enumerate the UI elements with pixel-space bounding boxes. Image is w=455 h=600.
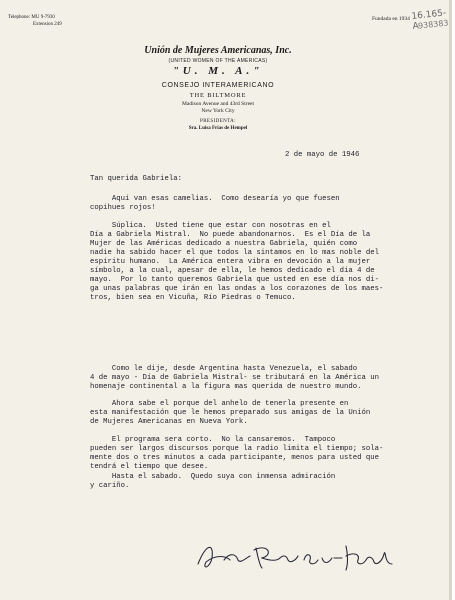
org-abbreviation: "U. M. A." <box>172 65 264 77</box>
telephone-line: Telephone: MU 9-7930 <box>8 15 55 20</box>
org-english-name: (UNITED WOMEN OF THE AMERICAS) <box>168 58 268 64</box>
archive-mark-top: 16.165-A <box>411 8 447 32</box>
paragraph-request: Súplica. Usted tiene que estar con nosotras en el Día a Gabriela Mistral. No puede abandonarnos. Es el Día de la Mujer de las Américas dedicado a nuestra Gabriela, quién como nadie ha sabido hacer el que todos la sintamos en lo mas noble del espíritu humano. La América entera vibra en devoción a la mujer símbolo, a la cual, apesar de ella, le hemos dedicado el día 4 de mayo. Por lo tanto queremos Gabriela que usted en ese día nos di- ga unas palabras que irán en las ondas a los corazones de los maes- tros, bien sea en Vicuña, Río Piedras o Temuco. <box>90 222 384 302</box>
org-name: Unión de Mujeres Americanas, Inc. <box>144 45 292 56</box>
council-name: CONSEJO INTERAMERICANO <box>161 82 275 89</box>
paragraph-camellias: Aquí van esas camelias. Como desearía yo que fuesen copihues rojos! <box>90 195 340 212</box>
president-label: PRESIDENTA: <box>200 119 236 124</box>
paragraph-closing: Hasta el sabado. Quedo suya con inmensa admiración y cariño. <box>90 473 336 490</box>
city-line: New York City <box>201 108 235 114</box>
phone-block <box>8 14 62 28</box>
archive-mark-bottom: 938383 <box>417 18 449 31</box>
letter-greeting: Tan querida Gabriela: <box>90 175 182 183</box>
extension-line: Extension 249 <box>33 22 62 27</box>
paragraph-program: El programa sera corto. No la cansaremos. Tampoco pueden ser largos discursos porque la radio limita el tiempo; sola- mente dos o tres minutos a cada participante, menos para usted que tendrá el tiempo que desee. <box>90 436 384 471</box>
founded-line: Fundada en 1934 <box>372 16 410 22</box>
letter-date: 2 de mayo de 1946 <box>285 151 360 159</box>
street-address: Madison Avenue and 43rd Street <box>182 101 254 107</box>
paragraph-reason: Ahora sabe el porque del anhelo de tenerla presente en esta manifestación que le hemos preparado sus amigas de la Unión de Mujeres Americanas en Nueva York. <box>90 400 371 426</box>
paragraph-tribute: Como le dije, desde Argentina hasta Venezuela, el sabado 4 de mayo - Día de Gabriela Mistral- se tributará en la América un homenaje continental a la figura mas querida de nuestro mundo. <box>90 365 380 391</box>
president-name: Sra. Luisa Frías de Hempel <box>188 126 248 131</box>
handwritten-signature <box>196 534 396 576</box>
hotel-name: THE BILTMORE <box>189 92 247 99</box>
